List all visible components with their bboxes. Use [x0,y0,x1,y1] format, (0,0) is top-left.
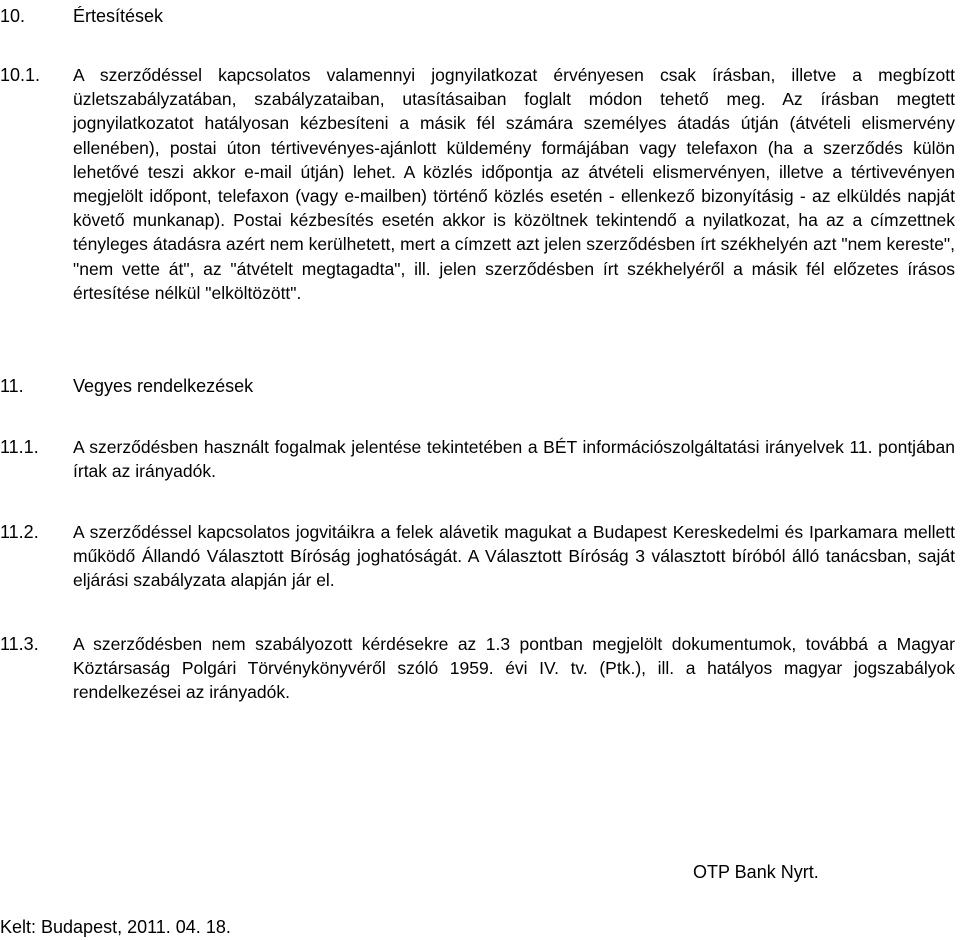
clause-number: 11.3. [0,634,39,654]
section-heading-11 [0,374,253,398]
section-title: Értesítések [73,6,164,26]
clause-text: A szerződésben használt fogalmak jelentése tekintetében a BÉT információszolgáltatási irányelvek 11. pontjában írtak az irányadók. [73,437,955,482]
section-title: Vegyes rendelkezések [73,376,254,396]
clause-11-2 [0,520,955,593]
clause-number: 10.1. [0,65,41,85]
clause-11-3 [0,632,955,705]
signer-name: OTP Bank Nyrt. [693,862,819,882]
section-heading-10 [0,4,163,28]
date-line: Kelt: Budapest, 2011. 04. 18. [0,917,231,937]
clause-10-1 [0,63,955,305]
clause-text: A szerződéssel kapcsolatos jogvitáikra a felek alávetik magukat a Budapest Kereskedelmi és Iparkamara mellett működő Állandó Választott Bíróság joghatóságát. A Választott Bíróság 3 választott bíróból álló tanácsban, saját eljárási szabályzata alapján jár el. [73,522,955,591]
clause-number: 11.2. [0,522,39,542]
section-number: 11. [0,376,24,396]
clause-number: 11.1. [0,437,39,457]
clause-text: A szerződéssel kapcsolatos valamennyi jognyilatkozat érvényesen csak írásban, illetve a megbízott üzletszabályzatában, szabályzataiban, utasításaiban foglalt módon tehető meg. Az írásban megtett jognyilatkozatot hatályosan kézbesíteni a másik fél számára személyes átadás útján (átvételi elismervény ellenében), postai úton tértivevényes-ajánlott küldemény formájában vagy telefaxon (ha a szerződés külön lehetővé teszi akkor e-mail útján) lehet. A közlés időpontja az átvételi elismervényen, illetve a tértivevényen megjelölt időpont, telefaxon (vagy e-mailben) történő közlés esetén - ellenkező bizonyításig - az elküldés napját követő munkanap). Postai kézbesítés esetén akkor is közöltnek tekintendő a nyilatkozat, ha az a címzettnek tényleges átadásra azért nem kerülhetett, mert a címzett azt jelen szerződésben írt székhelyén azt "nem kereste", "nem vette át", az "átvételt megtagadta", ill. jelen szerződésben írt székhelyéről a másik fél előzetes írásos értesítése nélkül "elköltözött". [73,65,955,303]
clause-11-1 [0,435,955,483]
section-number: 10. [0,6,26,26]
clause-text: A szerződésben nem szabályozott kérdésekre az 1.3 pontban megjelölt dokumentumok, továbbá a Magyar Köztársaság Polgári Törvénykönyvéről szóló 1959. évi IV. tv. (Ptk.), ill. a hatályos magyar jogszabályok rendelkezései az irányadók. [73,634,955,703]
